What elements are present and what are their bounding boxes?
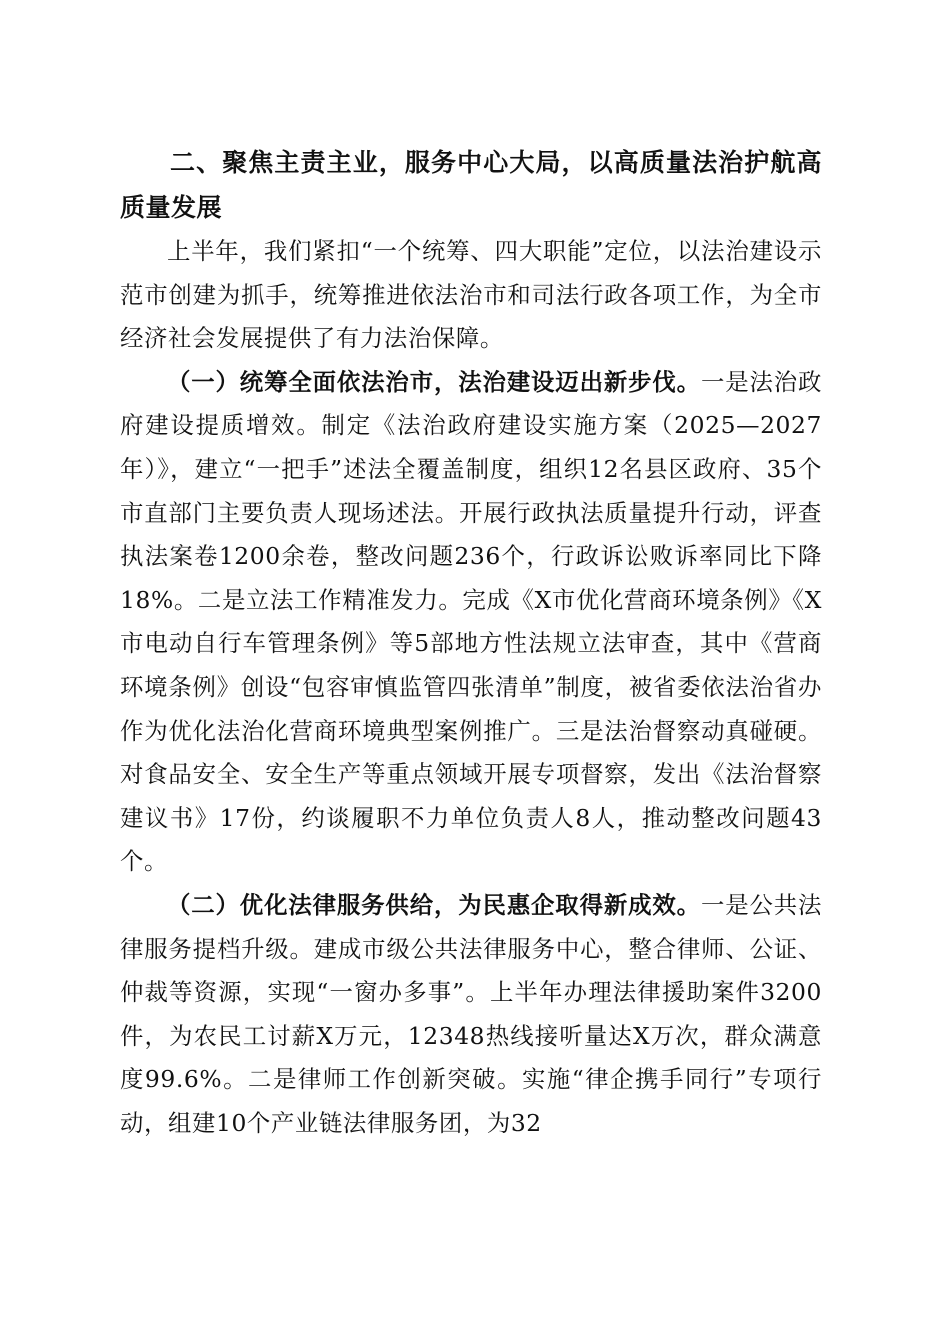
paragraph-section-1 (120, 361, 822, 884)
section-1-lead: （一）统筹全面依法治市，法治建设迈出新步伐。 (167, 367, 701, 396)
section-2-lead: （二）优化法律服务供给，为民惠企取得新成效。 (167, 890, 701, 919)
intro-paragraph: 上半年，我们紧扣“一个统筹、四大职能”定位，以法治建设示范市创建为抓手，统筹推进依法治市和司法行政各项工作，为全市经济社会发展提供了有力法治保障。 (120, 237, 822, 353)
document-body (120, 140, 822, 1145)
paragraph-section-2 (120, 884, 822, 1146)
section-1-body: 一是法治政府建设提质增效。制定《法治政府建设实施方案（2025—2027年）》，建立“一把手”述法全覆盖制度，组织12名县区政府、35个市直部门主要负责人现场述法。开展行政执法质量提升行动，评查执法案卷1200余卷，整改问题236个，行政诉讼败诉率同比下降18%。二是立法工作精准发力。完成《X市优化营商环境条例》《X市电动自行车管理条例》等5部地方性法规立法审查，其中《营商环境条例》创设“包容审慎监管四张清单”制度，被省委依法治省办作为优化法治化营商环境典型案例推广。三是法治督察动真碰硬。对食品安全、安全生产等重点领域开展专项督察，发出《法治督察建议书》17份，约谈履职不力单位负责人8人，推动整改问题43个。 (120, 367, 823, 876)
section-heading: 二、聚焦主责主业，服务中心大局，以高质量法治护航高质量发展 (120, 148, 822, 222)
section-2-body: 一是公共法律服务提档升级。建成市级公共法律服务中心，整合律师、公证、仲裁等资源，实现“一窗办多事”。上半年办理法律援助案件3200件，为农民工讨薪X万元，12348热线接听量达X万次，群众满意度99.6%。二是律师工作创新突破。实施“律企携手同行”专项行动，组建10个产业链法律服务团，为32 (120, 890, 823, 1137)
